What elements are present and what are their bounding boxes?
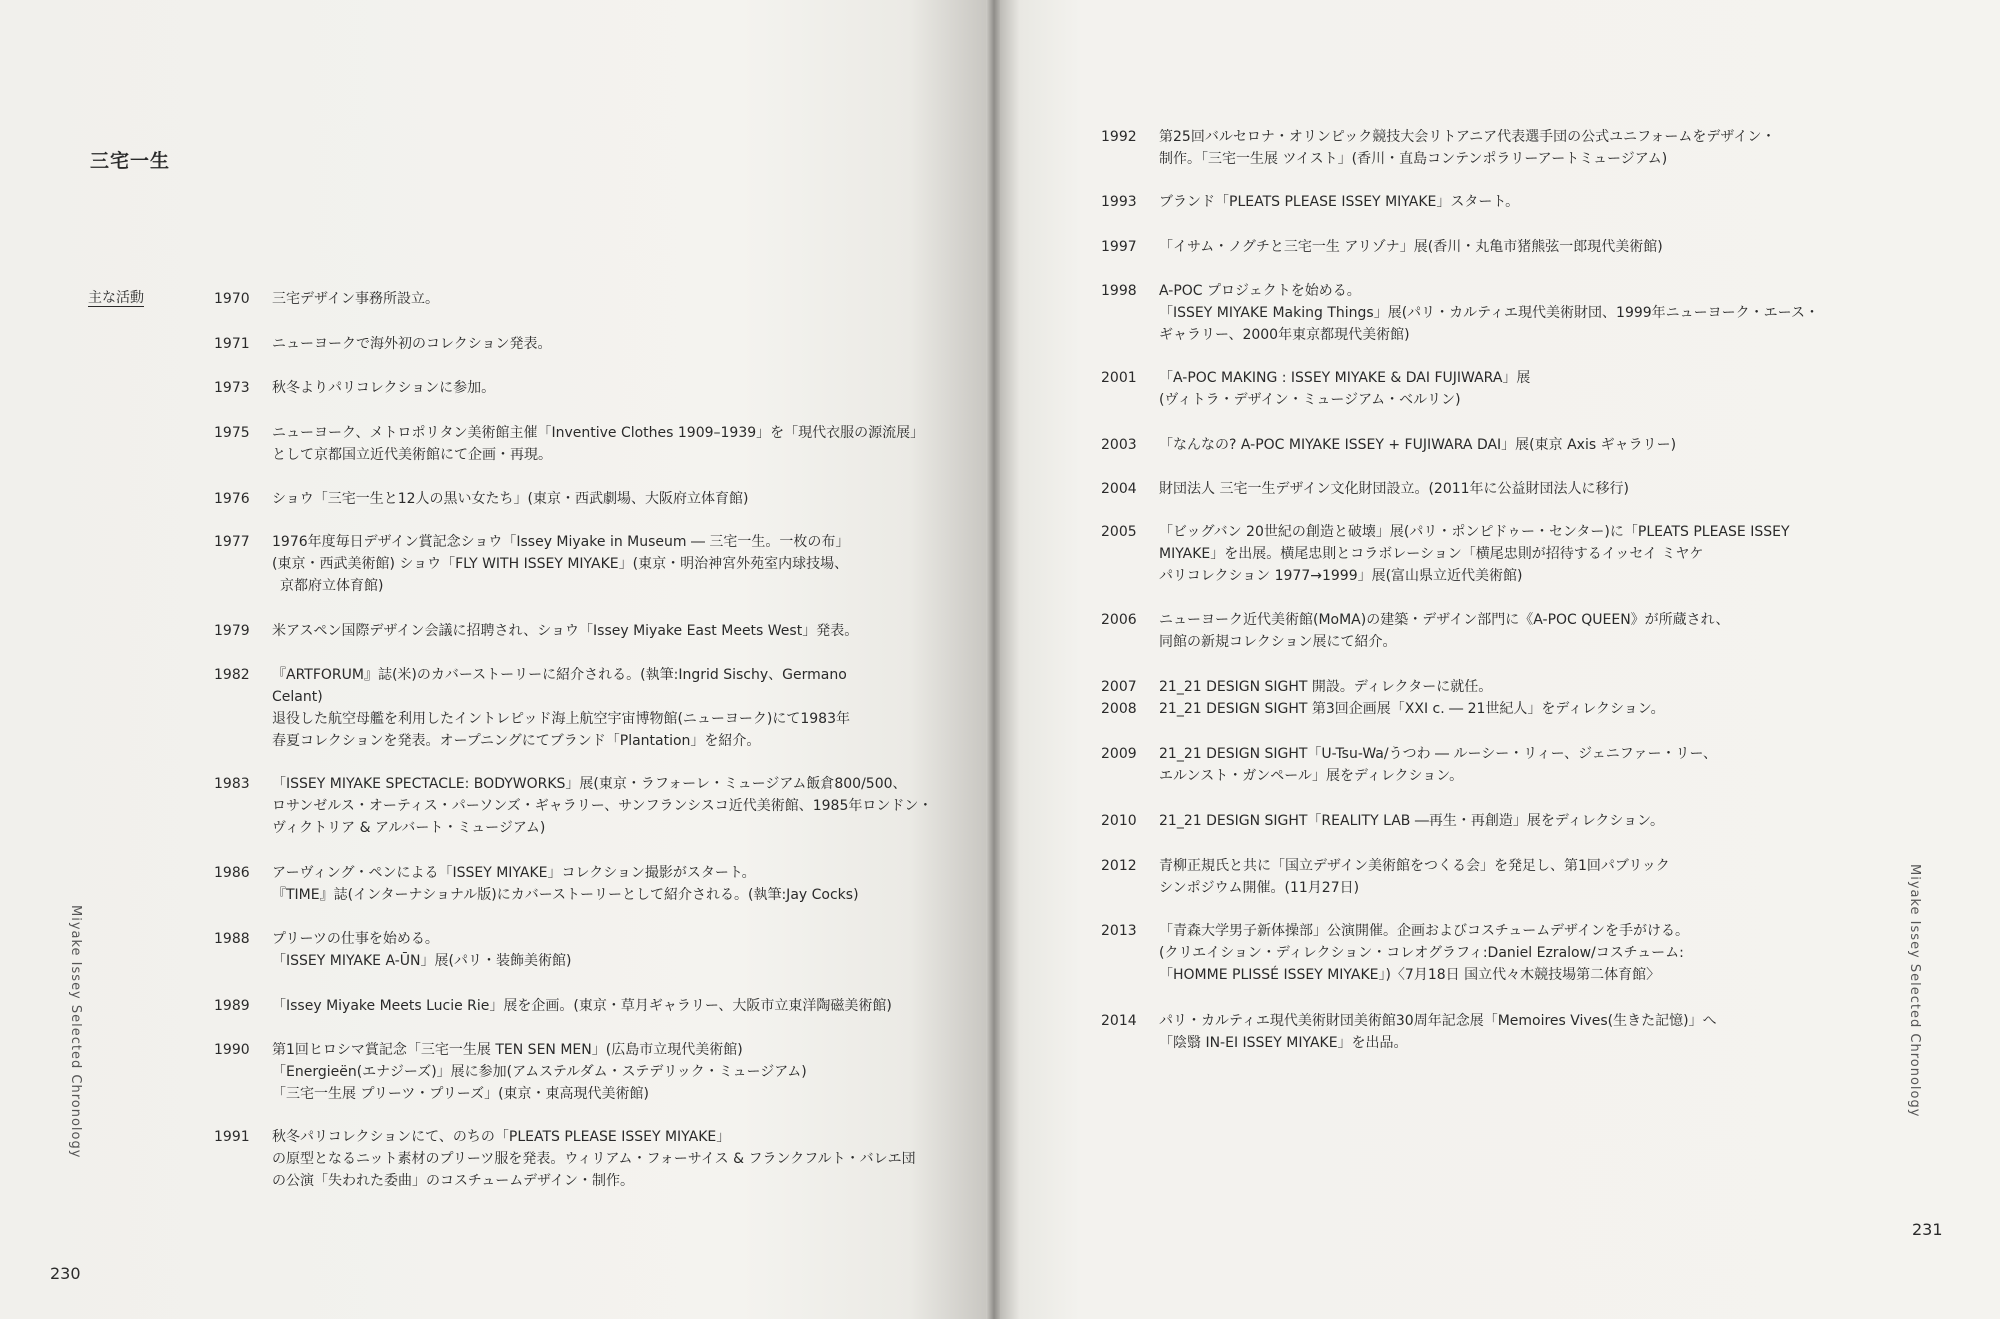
entry-text: [1159, 855, 1670, 899]
entry-line: 京都府立体育館): [280, 578, 384, 594]
entry-year: 2005: [1101, 524, 1137, 540]
entry-year: 1998: [1101, 283, 1137, 299]
entry-text: [272, 288, 439, 310]
entry-year: 2006: [1101, 612, 1137, 628]
entry-year: 2007: [1101, 679, 1137, 695]
entry-line: 「Energieën(エナジーズ)」展に参加(アムステルダム・ステデリック・ミュージアム): [272, 1064, 807, 1080]
entry-year: 1983: [214, 776, 250, 792]
entry-line: MIYAKE」を出展。横尾忠則とコラボレーション「横尾忠則が招待するイッセイ ミヤケ: [1159, 546, 1704, 562]
page-title: 三宅一生: [90, 150, 171, 172]
entry-line: 「HOMME PLISSÉ ISSEY MIYAKE」)〈7月18日 国立代々木競技場第二体育館〉: [1159, 967, 1661, 983]
entry-text: [1159, 1010, 1717, 1054]
entry-line: シンポジウム開催。(11月27日): [1159, 880, 1360, 896]
entry-line: の原型となるニット素材のプリーツ服を発表。ウィリアム・フォーサイス & フランクフルト・バレエ団: [272, 1151, 916, 1167]
entry-line: ニューヨークで海外初のコレクション発表。: [272, 336, 552, 352]
entry-text: [1159, 743, 1717, 787]
entry-year: 1997: [1101, 239, 1137, 255]
entry-line: (ヴィトラ・デザイン・ミュージアム・ベルリン): [1159, 392, 1461, 408]
entry-line: 春夏コレクションを発表。オープニングにてブランド「Plantation」を紹介。: [272, 733, 761, 749]
entry-text: [1159, 126, 1775, 170]
entry-line: 21_21 DESIGN SIGHT「REALITY LAB ―再生・再創造」展をディレクション。: [1159, 813, 1665, 829]
entry-text: [272, 1126, 916, 1192]
entry-year: 1976: [214, 491, 250, 507]
entry-line: 第25回バルセロナ・オリンピック競技大会リトアニア代表選手団の公式ユニフォームをデザイン・: [1159, 129, 1776, 145]
entry-line: 制作。「三宅一生展 ツイスト」(香川・直島コンテンポラリーアートミュージアム): [1159, 151, 1668, 167]
entry-line: エルンスト・ガンペール」展をディレクション。: [1159, 768, 1464, 784]
entry-year: 2003: [1101, 437, 1137, 453]
entry-text: [1159, 367, 1530, 411]
entry-year: 2004: [1101, 481, 1137, 497]
entry-line: 財団法人 三宅一生デザイン文化財団設立。(2011年に公益財団法人に移行): [1159, 481, 1630, 497]
page-number: 231: [1912, 1220, 1943, 1239]
entry-line: 『ARTFORUM』誌(米)のカバーストーリーに紹介される。(執筆:Ingrid Sischy、Germano: [272, 667, 847, 683]
entry-line: 同館の新規コレクション展にて紹介。: [1159, 634, 1397, 650]
entry-text: [272, 928, 571, 972]
entry-year: 1970: [214, 291, 250, 307]
entry-year: 1973: [214, 380, 250, 396]
entry-year: 1986: [214, 865, 250, 881]
entry-line: 秋冬よりパリコレクションに参加。: [272, 380, 496, 396]
entry-year: 1990: [214, 1042, 250, 1058]
entry-line: アーヴィング・ペンによる「ISSEY MIYAKE」コレクション撮影がスタート。: [272, 865, 756, 881]
entry-year: 1975: [214, 425, 250, 441]
entry-line: 「ISSEY MIYAKE A-ŪN」展(パリ・装飾美術館): [272, 953, 572, 969]
entry-line: 「ISSEY MIYAKE SPECTACLE: BODYWORKS」展(東京・ラフォーレ・ミュージアム飯倉800/500、: [272, 776, 907, 792]
entry-line: 「なんなの? A-POC MIYAKE ISSEY + FUJIWARA DAI」展(東京 Axis ギャラリー): [1159, 437, 1677, 453]
entry-line: 「陰翳 IN-EI ISSEY MIYAKE」を出品。: [1159, 1035, 1408, 1051]
section-label: 主な活動: [88, 290, 144, 306]
entry-line: 第1回ヒロシマ賞記念「三宅一生展 TEN SEN MEN」(広島市立現代美術館): [272, 1042, 743, 1058]
entry-year: 2013: [1101, 923, 1137, 939]
entry-text: [272, 422, 924, 466]
entry-line: 米アスペン国際デザイン会議に招聘され、ショウ「Issey Miyake East Meets West」発表。: [272, 623, 859, 639]
entry-text: [1159, 280, 1819, 346]
left-page: [0, 0, 988, 1319]
entry-line: パリコレクション 1977→1999」展(富山県立近代美術館): [1159, 568, 1523, 584]
entry-line: A-POC プロジェクトを始める。: [1159, 283, 1361, 299]
entry-line: 「イサム・ノグチと三宅一生 アリゾナ」展(香川・丸亀市猪熊弦一郎現代美術館): [1159, 239, 1663, 255]
entry-line: の公演「失われた委曲」のコスチュームデザイン・制作。: [272, 1173, 635, 1189]
entry-line: ニューヨーク、メトロポリタン美術館主催「Inventive Clothes 1909–1939」を「現代衣服の源流展」: [272, 425, 925, 441]
entry-line: ヴィクトリア & アルバート・ミュージアム): [272, 820, 546, 836]
entry-line: 三宅デザイン事務所設立。: [272, 291, 440, 307]
entry-year: 1993: [1101, 194, 1137, 210]
entry-line: 「ビッグバン 20世紀の創造と破壊」展(パリ・ポンピドゥー・センター)に「PLEATS PLEASE ISSEY: [1159, 524, 1790, 540]
entry-line: ブランド「PLEATS PLEASE ISSEY MIYAKE」スタート。: [1159, 194, 1520, 210]
entry-line: ギャラリー、2000年東京都現代美術館): [1159, 327, 1410, 343]
entry-line: 21_21 DESIGN SIGHT「U-Tsu-Wa/うつわ ― ルーシー・リィー、ジェニファー・リー、: [1159, 746, 1717, 762]
entry-year: 1988: [214, 931, 250, 947]
entry-year: 2001: [1101, 370, 1137, 386]
entry-line: 秋冬パリコレクションにて、のちの「PLEATS PLEASE ISSEY MIYAKE」: [272, 1129, 731, 1145]
entry-line: ロサンゼルス・オーティス・パーソンズ・ギャラリー、サンフランシスコ近代美術館、1985年ロンドン・: [272, 798, 933, 814]
entry-line: (クリエイション・ディレクション・コレオグラフィ:Daniel Ezralow/コスチューム:: [1159, 945, 1684, 961]
entry-text: [1159, 920, 1689, 986]
entry-text: [1159, 676, 1492, 698]
entry-text: [272, 1039, 807, 1105]
entry-text: [1159, 236, 1663, 258]
entry-line: 青柳正規氏と共に「国立デザイン美術館をつくる会」を発足し、第1回パブリック: [1159, 858, 1670, 874]
entry-year: 2010: [1101, 813, 1137, 829]
vertical-caption: Miyake Issey Selected Chronology: [1907, 864, 1922, 1118]
entry-line: 1976年度毎日デザイン賞記念ショウ「Issey Miyake in Museum ― 三宅一生。一枚の布」: [272, 534, 850, 550]
entry-text: [1159, 478, 1629, 500]
entry-text: [272, 333, 551, 355]
entry-line: 「青森大学男子新体操部」公演開催。企画およびコスチュームデザインを手がける。: [1159, 923, 1690, 939]
entry-year: 2009: [1101, 746, 1137, 762]
entry-year: 1979: [214, 623, 250, 639]
entry-text: [1159, 698, 1665, 720]
entry-line: 「A-POC MAKING : ISSEY MIYAKE & DAI FUJIWARA」展: [1159, 370, 1531, 386]
entry-year: 1982: [214, 667, 250, 683]
entry-line: ニューヨーク近代美術館(MoMA)の建築・デザイン部門に《A-POC QUEEN》が所蔵され、: [1159, 612, 1730, 628]
entry-text: [272, 377, 495, 399]
entry-year: 1971: [214, 336, 250, 352]
entry-year: 2014: [1101, 1013, 1137, 1029]
entry-text: [1159, 434, 1676, 456]
entry-line: 21_21 DESIGN SIGHT 第3回企画展「XXI c. ― 21世紀人」をディレクション。: [1159, 701, 1665, 717]
entry-line: 『TIME』誌(インターナショナル版)にカバーストーリーとして紹介される。(執筆:Jay Cocks): [272, 887, 859, 903]
entry-text: [272, 620, 858, 642]
right-page: [1000, 0, 2000, 1319]
entry-text: [1159, 191, 1519, 213]
entry-text: [272, 488, 748, 510]
entry-text: [1159, 521, 1790, 587]
vertical-caption: Miyake Issey Selected Chronology: [68, 905, 83, 1159]
entry-year: 2012: [1101, 858, 1137, 874]
entry-text: [272, 773, 932, 839]
entry-line: として京都国立近代美術館にて企画・再現。: [272, 447, 552, 463]
entry-text: [272, 531, 849, 597]
entry-text: [1159, 810, 1664, 832]
entry-line: プリーツの仕事を始める。: [272, 931, 439, 947]
entry-line: 退役した航空母艦を利用したイントレピッド海上航空宇宙博物館(ニューヨーク)にて1983年: [272, 711, 850, 727]
entry-text: [272, 995, 892, 1017]
entry-text: [272, 862, 859, 906]
entry-line: 21_21 DESIGN SIGHT 開設。ディレクターに就任。: [1159, 679, 1493, 695]
entry-year: 2008: [1101, 701, 1137, 717]
entry-text: [1159, 609, 1730, 653]
entry-line: Celant): [272, 689, 323, 705]
entry-year: 1991: [214, 1129, 250, 1145]
entry-line: パリ・カルティエ現代美術財団美術館30周年記念展「Memoires Vives(生きた記憶)」へ: [1159, 1013, 1717, 1029]
page-number: 230: [50, 1264, 81, 1283]
entry-line: 「ISSEY MIYAKE Making Things」展(パリ・カルティエ現代美術財団、1999年ニューヨーク・エース・: [1159, 305, 1819, 321]
entry-year: 1992: [1101, 129, 1137, 145]
entry-line: 「三宅一生展 プリーツ・プリーズ」(東京・東高現代美術館): [272, 1086, 649, 1102]
entry-line: 「Issey Miyake Meets Lucie Rie」展を企画。(東京・草月ギャラリー、大阪市立東洋陶磁美術館): [272, 998, 892, 1014]
entry-year: 1989: [214, 998, 250, 1014]
entry-line: (東京・西武美術館) ショウ「FLY WITH ISSEY MIYAKE」(東京・明治神宮外苑室内球技場、: [272, 556, 849, 572]
entry-text: [272, 664, 850, 752]
entry-year: 1977: [214, 534, 250, 550]
entry-line: ショウ「三宅一生と12人の黒い女たち」(東京・西武劇場、大阪府立体育館): [272, 491, 749, 507]
